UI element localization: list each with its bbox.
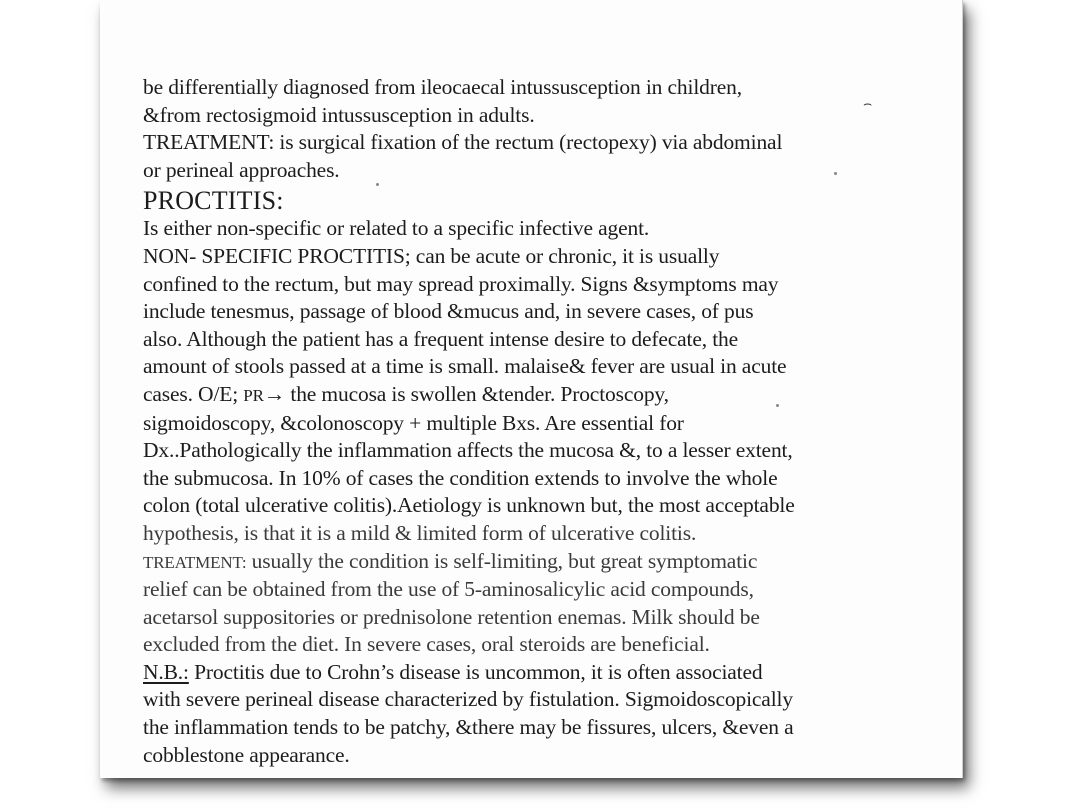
text-line: &from rectosigmoid intussusception in adults.: [143, 102, 535, 127]
oe-prefix: cases. O/E;: [143, 381, 244, 406]
text-line: colon (total ulcerative colitis).Aetiology is unknown but, the most acceptable: [143, 493, 795, 518]
oe-suffix: → the mucosa is swollen &tender. Proctoscopy,: [263, 381, 669, 406]
text-line: Is either non-specific or related to a specific infective agent.: [143, 216, 650, 241]
text-line: excluded from the diet. In severe cases, oral steroids are beneficial.: [143, 632, 710, 657]
text-line: also. Although the patient has a frequent intense desire to defecate, the: [143, 326, 739, 351]
text-line: confined to the rectum, but may spread proximally. Signs &symptoms may: [143, 271, 779, 296]
document-page: [100, 0, 963, 778]
pr-abbrev: PR: [243, 385, 264, 405]
section-heading: PROCTITIS:: [143, 186, 284, 216]
treatment-line: [143, 548, 955, 577]
text-line: cobblestone appearance.: [143, 742, 350, 767]
text-line: include tenesmus, passage of blood &mucus and, in severe cases, of pus: [143, 299, 754, 324]
text-line: amount of stools passed at a time is small. malaise& fever are usual in acute: [143, 354, 787, 379]
text-line: the submucosa. In 10% of cases the condition extends to involve the whole: [143, 465, 778, 490]
text-line: Dx..Pathologically the inflammation affects the mucosa &, to a lesser extent,: [143, 438, 793, 463]
nb-text: Proctitis due to Crohn’s disease is uncommon, it is often associated: [188, 659, 763, 684]
nb-line: [143, 659, 955, 687]
text-line: acetarsol suppositories or prednisolone retention enemas. Milk should be: [143, 604, 760, 629]
document-body: [143, 74, 955, 769]
text-line: the inflammation tends to be patchy, &there may be fissures, ulcers, &even a: [143, 715, 794, 740]
text-line: NON- SPECIFIC PROCTITIS; can be acute or chronic, it is usually: [143, 243, 720, 268]
nb-label: N.B.:: [143, 659, 189, 684]
text-line: with severe perineal disease characterized by fistulation. Sigmoidoscopically: [143, 687, 793, 712]
text-line: or perineal approaches.: [143, 157, 340, 182]
text-line: hypothesis, is that it is a mild & limited form of ulcerative colitis.: [143, 520, 697, 545]
text-line: be differentially diagnosed from ileocaecal intussusception in children,: [143, 75, 742, 99]
text-line: relief can be obtained from the use of 5-aminosalicylic acid compounds,: [143, 577, 754, 602]
scan-mark: ⌢: [863, 96, 873, 112]
treatment-label: TREATMENT:: [143, 552, 247, 572]
treatment-text: usually the condition is self-limiting, but great symptomatic: [246, 548, 758, 573]
oe-line: [143, 381, 955, 410]
text-line: sigmoidoscopy, &colonoscopy + multiple Bxs. Are essential for: [143, 410, 684, 435]
text-line: TREATMENT: is surgical fixation of the rectum (rectopexy) via abdominal: [143, 130, 783, 155]
